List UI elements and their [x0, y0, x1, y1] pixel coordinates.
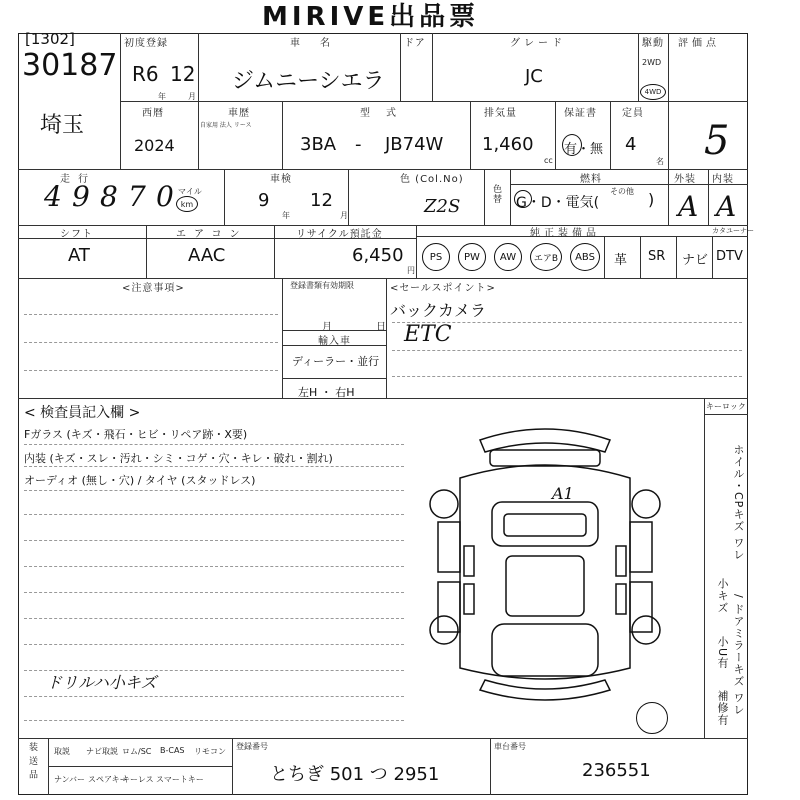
- car-name: ジムニーシエラ: [232, 69, 385, 94]
- color-change-label: 色替: [491, 184, 501, 204]
- model-year: 2024: [134, 136, 175, 155]
- aircon-label: エアコン: [176, 229, 248, 240]
- fuel-label: 燃料: [580, 174, 602, 185]
- acc-plate: ナンバー: [54, 775, 86, 784]
- inspector-line-3: オーディオ (無し・穴) / タイヤ (スタッドレス): [24, 474, 256, 487]
- score-label: 評価点: [678, 38, 720, 49]
- interior-label: 内装: [712, 174, 734, 185]
- equip-airbag: [530, 243, 562, 271]
- equipment-label: 純正装備品: [530, 228, 600, 239]
- inspector-line-1: Fガラス (キズ・飛石・ヒビ・リペア跡・X要): [24, 428, 248, 441]
- equip-pw: [458, 243, 486, 271]
- model-sep: -: [355, 134, 362, 155]
- inspection-label: 車検: [270, 174, 292, 185]
- acc-navi-manual: ナビ取説: [86, 747, 118, 756]
- exterior-value: A: [678, 190, 699, 223]
- registration-year-mark: 年: [158, 92, 166, 101]
- doc-expiry-month: 月: [322, 322, 332, 333]
- doc-expiry-day: 日: [376, 322, 386, 333]
- inspection-month-mark: 月: [340, 211, 348, 220]
- registration-era-year: R6: [132, 62, 159, 86]
- plate-label: 登録番号: [236, 742, 268, 751]
- acc-bcas: B-CAS: [160, 746, 185, 755]
- sales-line-2: ETC: [404, 322, 452, 347]
- equip-sunroof: SR: [648, 249, 666, 264]
- recycle-value: 6,450: [352, 245, 404, 266]
- acc-smart-key: スマートキー: [156, 775, 204, 784]
- lot-number: 30187: [22, 48, 118, 83]
- acc-manual: 取説: [54, 747, 70, 756]
- interior-value: A: [716, 190, 737, 223]
- displacement-label: 排気量: [484, 108, 517, 119]
- right-note-2: / ドアミラーキズ ワレ: [732, 594, 745, 716]
- acc-rom-sc: ロム/SC: [122, 747, 152, 756]
- inspection-year-mark: 年: [282, 211, 290, 220]
- recycle-label: リサイクル預託金: [296, 229, 383, 240]
- doc-expiry-label: 登録書類有効期限: [290, 281, 354, 290]
- drive-label: 駆動: [642, 38, 664, 49]
- inspector-line-2: 内装 (キズ・スレ・汚れ・シミ・コゲ・穴・キレ・破れ・割れ): [24, 452, 333, 465]
- car-damage-diagram: [420, 418, 670, 718]
- acc-spare-key: スペアキー: [88, 775, 128, 784]
- inspector-handnote: ドリルハ小キズ: [46, 673, 157, 692]
- chassis-label: 車台番号: [494, 742, 526, 751]
- grade: JC: [525, 66, 543, 87]
- import-label: 輸入車: [318, 336, 351, 347]
- registration-month-mark: 月: [188, 92, 196, 101]
- keyless-label: キーロック: [706, 402, 746, 411]
- diagram-mark: A1: [552, 484, 574, 503]
- capacity-label: 定員: [622, 108, 644, 119]
- spare-tire-circle: [636, 702, 668, 734]
- exterior-label: 外装: [674, 174, 696, 185]
- mileage-digit-5: 0: [156, 180, 174, 213]
- color-value: Z2S: [424, 196, 461, 217]
- model-type-label: 型式: [360, 108, 412, 119]
- mileage-digit-2: 9: [72, 180, 90, 213]
- history-sub: 自家用 法人 リース: [200, 122, 252, 129]
- inspector-label: < 検査員記入欄 >: [24, 405, 141, 421]
- color-label: 色 (Col.No): [400, 174, 464, 185]
- equip-abs-label: ABS: [575, 251, 595, 263]
- sales-label: <セールスポイント>: [390, 283, 496, 294]
- history-label: 車歴: [228, 108, 250, 119]
- displacement: 1,460: [482, 134, 534, 155]
- right-note-1: ホイル・CPキズ ワレ: [732, 444, 745, 561]
- capacity: 4: [625, 134, 637, 155]
- mileage-label: 走行: [60, 174, 96, 185]
- equip-airbag-label: エアB: [533, 253, 559, 264]
- mileage-digit-4: 7: [128, 180, 146, 213]
- mileage-km-unit: km: [180, 199, 194, 209]
- fuel-other: その他: [610, 187, 634, 196]
- warranty-label: 保証書: [564, 108, 597, 119]
- form-title: MIRIVE出品票: [262, 2, 480, 32]
- door-label: ドア: [404, 38, 426, 49]
- equip-ps-label: PS: [429, 251, 443, 263]
- equip-pw-label: PW: [464, 251, 480, 263]
- right-note-5: 補修有: [716, 690, 729, 726]
- region: 埼玉: [40, 113, 85, 138]
- accessories-label: 装 送 品: [27, 742, 37, 780]
- equip-dtv: DTV: [716, 249, 743, 264]
- equip-leather: 革: [614, 253, 628, 268]
- drive-4wd: 4WD: [644, 88, 662, 96]
- acc-remote: リモコン: [194, 747, 226, 756]
- mileage-digit-3: 8: [100, 180, 118, 213]
- model-code: JB74W: [385, 134, 444, 155]
- score-value: 5: [704, 118, 730, 164]
- aircon-value: AAC: [188, 245, 226, 266]
- registration-month: 12: [170, 62, 196, 86]
- fuel-gasoline-circle: [514, 190, 532, 208]
- drive-2wd: 2WD: [642, 58, 662, 67]
- model-prefix: 3BA: [300, 134, 337, 155]
- capacity-unit: 名: [656, 157, 664, 166]
- model-year-label: 西暦: [142, 108, 164, 119]
- mileage-mile-unit: マイル: [178, 187, 202, 196]
- registration-label: 初度登録: [124, 38, 168, 49]
- warranty-value: 有・無: [564, 142, 604, 157]
- mileage-km-unit-circle: [176, 196, 198, 212]
- notes-label: <注意事項>: [122, 283, 185, 294]
- chassis-number: 236551: [582, 760, 651, 781]
- displacement-unit: cc: [544, 156, 553, 165]
- mileage-digit-1: 4: [44, 180, 62, 213]
- equip-navi: ナビ: [682, 253, 709, 268]
- import-handle: 左H ・ 右H: [298, 386, 355, 399]
- equip-aw-label: AW: [499, 251, 517, 263]
- equipment-tuner: カタユーナー: [712, 227, 754, 235]
- shift-label: シフト: [60, 229, 93, 240]
- car-name-label: 車名: [290, 38, 350, 49]
- lot-bracket-number: [1302]: [25, 30, 75, 48]
- equip-aw: [494, 243, 522, 271]
- warranty-circle: [562, 134, 582, 156]
- right-note-3: 小キズ: [716, 578, 729, 614]
- right-note-4: 小U有: [716, 636, 729, 670]
- drive-4wd-circle: [640, 84, 666, 100]
- recycle-unit: 円: [407, 266, 415, 275]
- import-value: ディーラー・並行: [292, 355, 380, 368]
- plate-number: とちぎ 501 つ 2951: [270, 764, 440, 785]
- shift-value: AT: [68, 245, 90, 266]
- fuel-value: G・D・電気(: [516, 195, 600, 211]
- acc-keyless: キーレス: [122, 775, 154, 784]
- inspection-year: 9: [258, 190, 270, 211]
- sales-line-1: バックカメラ: [390, 301, 487, 320]
- fuel-close: ): [648, 190, 655, 209]
- equip-abs: [570, 243, 600, 271]
- grade-label: グレード: [510, 38, 566, 49]
- equip-ps: [422, 243, 450, 271]
- inspection-month: 12: [310, 190, 333, 211]
